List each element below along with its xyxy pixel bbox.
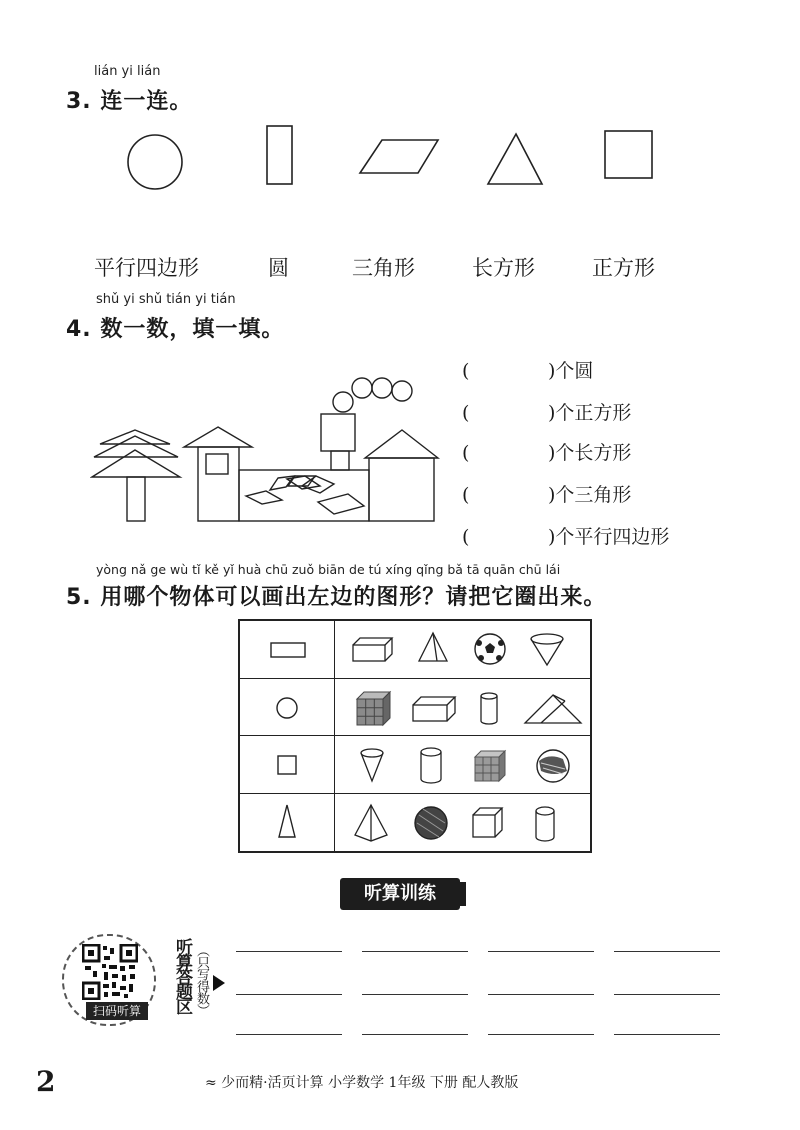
cone-option[interactable] (361, 749, 383, 781)
chimney-base (331, 451, 349, 470)
rectangle-shape[interactable] (267, 126, 292, 184)
house-window (206, 454, 228, 474)
options-cell (335, 678, 592, 736)
answer-line[interactable] (236, 994, 342, 995)
rectangle-target (271, 643, 305, 657)
cuboid-option[interactable] (413, 697, 455, 721)
q5-pinyin: yòng nǎ ge wù tǐ kě yǐ huà chū zuǒ biān de tú xíng qǐng bǎ tā quān chū lái (96, 562, 561, 577)
q4-title: 4. 数一数，填一填。 (66, 317, 285, 342)
tree-triangle (92, 450, 180, 477)
blank-label: 个正方形 (555, 402, 632, 424)
pyramid-option[interactable] (355, 805, 387, 841)
q5-table (238, 619, 592, 853)
label-triangle[interactable]: 三角形 (352, 256, 415, 280)
open-paren: ( (462, 360, 470, 382)
open-paren: ( (462, 526, 470, 548)
blank-label: 个三角形 (555, 484, 632, 506)
options-cell (335, 620, 592, 678)
target-cell (239, 736, 335, 794)
answer-line[interactable] (236, 951, 342, 952)
listening-banner: 听算训练 (340, 878, 460, 910)
label-circle[interactable]: 圆 (268, 256, 289, 280)
chimney-square (321, 414, 355, 451)
close-paren: ) (548, 360, 556, 382)
answer-line[interactable] (488, 1034, 594, 1035)
triangular-prism-option[interactable] (525, 695, 581, 723)
open-paren: ( (462, 442, 470, 464)
ball-option[interactable] (475, 634, 505, 664)
q4-pinyin: shǔ yi shǔ tián yi tián (96, 292, 236, 307)
triangle-target (279, 805, 295, 837)
house-roof (365, 430, 438, 458)
close-paren: ) (548, 402, 556, 424)
open-paren: ( (462, 484, 470, 506)
answer-line[interactable] (488, 994, 594, 995)
blank-label: 个长方形 (555, 442, 632, 464)
tree-trunk (127, 477, 145, 521)
pyramid-option[interactable] (419, 633, 447, 661)
answer-area-label: 听算答题区 (172, 938, 192, 1013)
ball-option[interactable] (415, 807, 447, 839)
cube-option[interactable] (473, 808, 502, 837)
scan-label: 扫码听算 (86, 1002, 148, 1020)
smoke-circle (392, 381, 412, 401)
table-row (239, 794, 591, 852)
target-cell (239, 794, 335, 852)
tree-triangle (94, 436, 178, 457)
rubik-cube-option[interactable] (475, 751, 505, 781)
cylinder-option[interactable] (421, 748, 441, 783)
blank-triangle[interactable] (462, 480, 631, 507)
footer-text: ≈ 少而精·活页计算 小学数学 1年级 下册 配人教版 (205, 1075, 519, 1091)
circle-shape[interactable] (128, 135, 182, 189)
blank-label: 个平行四边形 (555, 526, 670, 548)
smoke-circle (372, 378, 392, 398)
close-paren: ) (548, 442, 556, 464)
triangle-shape[interactable] (488, 134, 542, 184)
close-paren: ) (548, 484, 556, 506)
table-row (239, 678, 591, 736)
answer-line[interactable] (236, 1034, 342, 1035)
q3-title: 3. 连一连。 (66, 89, 193, 114)
q4-shape-picture (90, 372, 450, 524)
answer-line[interactable] (362, 1034, 468, 1035)
tree-triangle (100, 430, 170, 444)
answer-line[interactable] (614, 994, 720, 995)
target-cell (239, 678, 335, 736)
answer-area-note: （只写得数） (194, 944, 209, 1016)
square-target (278, 756, 296, 774)
q5-title: 5. 用哪个物体可以画出左边的图形？请把它圈出来。 (66, 585, 607, 610)
blank-square[interactable] (462, 398, 631, 425)
blank-circle[interactable] (462, 356, 593, 383)
label-rectangle[interactable]: 长方形 (472, 256, 535, 280)
blank-label: 个圆 (555, 360, 594, 382)
target-cell (239, 620, 335, 678)
close-paren: ) (548, 526, 556, 548)
table-row (239, 620, 591, 678)
options-cell (335, 794, 592, 852)
qr-code-icon[interactable] (82, 944, 138, 1000)
house-body (369, 458, 434, 521)
parallelogram (318, 494, 364, 514)
q3-pinyin: lián yi lián (94, 64, 161, 79)
house-body (198, 447, 239, 521)
parallelogram (246, 491, 282, 504)
answer-line[interactable] (362, 951, 468, 952)
blank-rectangle[interactable] (462, 438, 631, 465)
circle-target (277, 698, 297, 718)
page-number: 2 (36, 1065, 56, 1098)
table-row (239, 736, 591, 794)
label-parallelogram[interactable]: 平行四边形 (94, 256, 199, 280)
smoke-circle (333, 392, 353, 412)
smoke-circle (352, 378, 372, 398)
cylinder-option[interactable] (536, 807, 554, 841)
cone-option[interactable] (531, 634, 563, 665)
blank-parallelogram[interactable] (462, 522, 669, 549)
q3-shapes (100, 118, 700, 198)
ball-option[interactable] (537, 750, 569, 782)
options-cell (335, 736, 592, 794)
label-square[interactable]: 正方形 (592, 256, 655, 280)
house-roof (184, 427, 252, 447)
answer-line[interactable] (488, 951, 594, 952)
answer-line[interactable] (614, 1034, 720, 1035)
parallelogram-shape[interactable] (360, 140, 438, 173)
answer-line[interactable] (614, 951, 720, 952)
cuboid-option[interactable] (353, 638, 392, 661)
square-shape[interactable] (605, 131, 652, 178)
answer-line[interactable] (362, 994, 468, 995)
play-arrow-icon (212, 974, 226, 992)
rubik-cube-option[interactable] (357, 692, 390, 725)
cylinder-option[interactable] (481, 693, 497, 724)
open-paren: ( (462, 402, 470, 424)
